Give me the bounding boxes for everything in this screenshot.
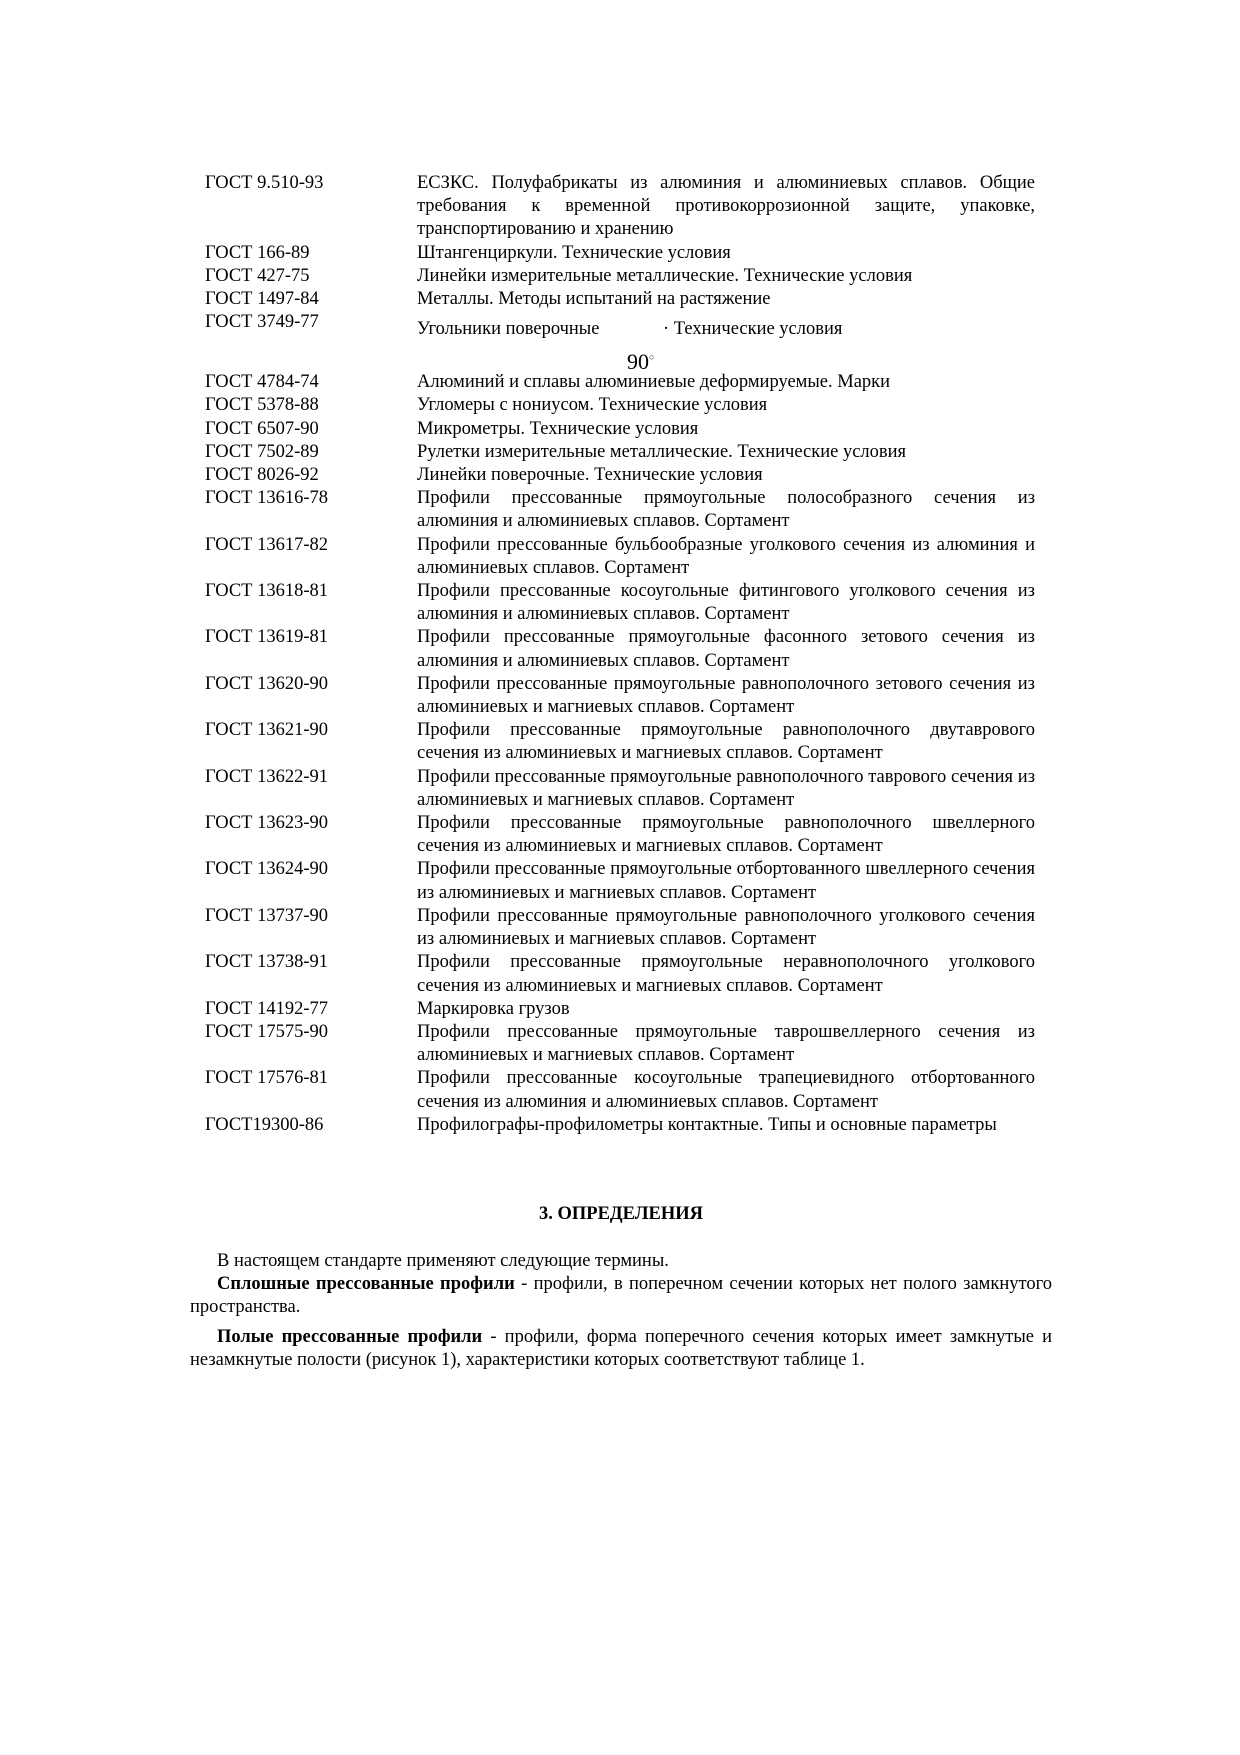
reference-title: Профили прессованные косоугольные трапециевидного отбортованного сечения из алюминия и алюминиевых сплавов. Сортамент [417,1068,1035,1112]
reference-code: ГОСТ 13617-82 [205,534,328,555]
reference-title: Маркировка грузов [417,998,570,1019]
reference-code: ГОСТ 13620-90 [205,673,328,694]
reference-title: Профили прессованные бульбообразные уголкового сечения из алюминия и алюминиевых сплавов. Сортамент [417,534,1035,578]
reference-title: Профили прессованные прямоугольные фасонного зетового сечения из алюминия и алюминиевых сплавов. Сортамент [417,627,1035,671]
reference-code: ГОСТ 13624-90 [205,859,328,880]
reference-title: Профили прессованные косоугольные фитингового уголкового сечения из алюминия и алюминиевых сплавов. Сортамент [417,581,1035,625]
reference-code: ГОСТ 6507-90 [205,418,319,439]
reference-code: ГОСТ 13618-81 [205,581,328,602]
reference-title: Профили прессованные прямоугольные равнополочного таврового сечения из алюминиевых и магниевых сплавов. Сортамент [417,766,1035,810]
reference-code: ГОСТ 427-75 [205,265,310,286]
reference-code: ГОСТ 13738-91 [205,952,328,973]
reference-code: ГОСТ19300-86 [205,1114,324,1135]
reference-code: ГОСТ 13623-90 [205,813,328,834]
reference-row [205,311,1035,375]
reference-row [205,858,1035,904]
definition-paragraph [190,1326,1052,1372]
reference-title: Алюминий и сплавы алюминиевые деформируемые. Марки [417,372,891,393]
reference-row [205,673,1035,719]
reference-code: ГОСТ 3749-77 [205,312,319,333]
reference-row [205,1021,1035,1067]
reference-row [205,1114,1035,1137]
reference-code: ГОСТ 166-89 [205,242,310,263]
reference-title: Линейки поверочные. Технические условия [417,465,763,486]
reference-code: ГОСТ 17575-90 [205,1021,328,1042]
reference-row [205,288,1035,311]
reference-title: Профили прессованные прямоугольные неравнополочного уголкового сечения из алюминиевых и магниевых сплавов. Сортамент [417,952,1035,996]
reference-title-part1: Угольники поверочные [417,319,600,340]
intro-paragraph: В настоящем стандарте применяют следующие термины. [217,1251,669,1271]
reference-row [205,265,1035,288]
reference-code: ГОСТ 14192-77 [205,998,328,1019]
reference-row [205,766,1035,812]
reference-code: ГОСТ 13621-90 [205,720,328,741]
reference-title [417,311,1035,375]
reference-title: Профили прессованные прямоугольные отбортованного швеллерного сечения из алюминиевых и магниевых сплавов. Сортамент [417,859,1035,903]
reference-row [205,418,1035,441]
reference-row [205,371,1035,394]
definition-paragraph [190,1273,1052,1319]
reference-code: ГОСТ 13616-78 [205,488,328,509]
reference-title: Металлы. Методы испытаний на растяжение [417,289,771,310]
reference-row [205,719,1035,765]
degree-value: 90 [627,349,649,375]
section-heading: 3. ОПРЕДЕЛЕНИЯ [538,1204,703,1224]
definition-text: - профили, в поперечном сечении которых нет полого замкнутого пространства. [190,1274,1052,1318]
reference-title: Профили прессованные прямоугольные равнополочного зетового сечения из алюминиевых и магниевых сплавов. Сортамент [417,673,1035,718]
normative-references-list [205,172,1035,1137]
defined-term: Сплошные прессованные профили [217,1274,515,1295]
reference-code: ГОСТ 13622-91 [205,766,328,787]
reference-title: Рулетки измерительные металлические. Технические условия [417,441,907,462]
reference-code: ГОСТ 13737-90 [205,905,328,926]
reference-code: ГОСТ 13619-81 [205,627,328,648]
definition-text: - профили, форма поперечного сечения которых имеет замкнутые и незамкнутые полости (рисунок 1), характеристики которых соответствуют таблице 1. [190,1326,1053,1370]
reference-row [205,242,1035,265]
reference-title: Профили прессованные прямоугольные равнополочного уголкового сечения из алюминиевых и магниевых сплавов. Сортамент [417,905,1035,950]
degree-symbol: ○ [649,352,655,363]
reference-code: ГОСТ 5378-88 [205,395,319,416]
reference-row [205,626,1035,672]
reference-title: Профилографы-профилометры контактные. Типы и основные параметры [417,1114,997,1135]
reference-row [205,905,1035,951]
reference-title: Профили прессованные прямоугольные равнополочного двутаврового сечения из алюминиевых и магниевых сплавов. Сортамент [417,720,1035,764]
reference-title: Линейки измерительные металлические. Технические условия [417,265,913,286]
definitions-body [190,1250,1052,1372]
reference-title: Микрометры. Технические условия [417,418,699,439]
reference-title: Профили прессованные прямоугольные таврошвеллерного сечения из алюминиевых и магниевых сплавов. Сортамент [417,1021,1035,1066]
reference-code: ГОСТ 4784-74 [205,372,319,393]
reference-title: Штангенциркули. Технические условия [417,242,731,263]
reference-code: ГОСТ 9.510-93 [205,173,324,193]
reference-row [205,812,1035,858]
reference-title: Профили прессованные прямоугольные равнополочного швеллерного сечения из алюминиевых и магниевых сплавов. Сортамент [417,813,1035,857]
reference-row [205,487,1035,533]
defined-term: Полые прессованные профили [217,1326,483,1347]
reference-row [205,580,1035,626]
reference-row [205,172,1035,242]
reference-title: Профили прессованные прямоугольные полособразного сечения из алюминия и алюминиевых сплавов. Сортамент [417,488,1035,532]
reference-code: ГОСТ 1497-84 [205,289,319,310]
reference-title: Угломеры с нониусом. Технические условия [417,395,768,416]
reference-title-part2: · Технические условия [663,319,843,340]
reference-row [205,951,1035,997]
reference-row [205,534,1035,580]
degree-formula [627,346,654,373]
reference-title: ЕСЗКС. Полуфабрикаты из алюминия и алюминиевых сплавов. Общие требования к временной противокоррозионной защите, упаковке, транспортированию и хранению [417,173,1035,240]
reference-row [205,441,1035,464]
reference-row [205,998,1035,1021]
reference-row [205,464,1035,487]
reference-code: ГОСТ 17576-81 [205,1068,328,1089]
reference-row [205,394,1035,417]
reference-code: ГОСТ 7502-89 [205,441,319,462]
reference-row [205,1067,1035,1113]
reference-code: ГОСТ 8026-92 [205,465,319,486]
